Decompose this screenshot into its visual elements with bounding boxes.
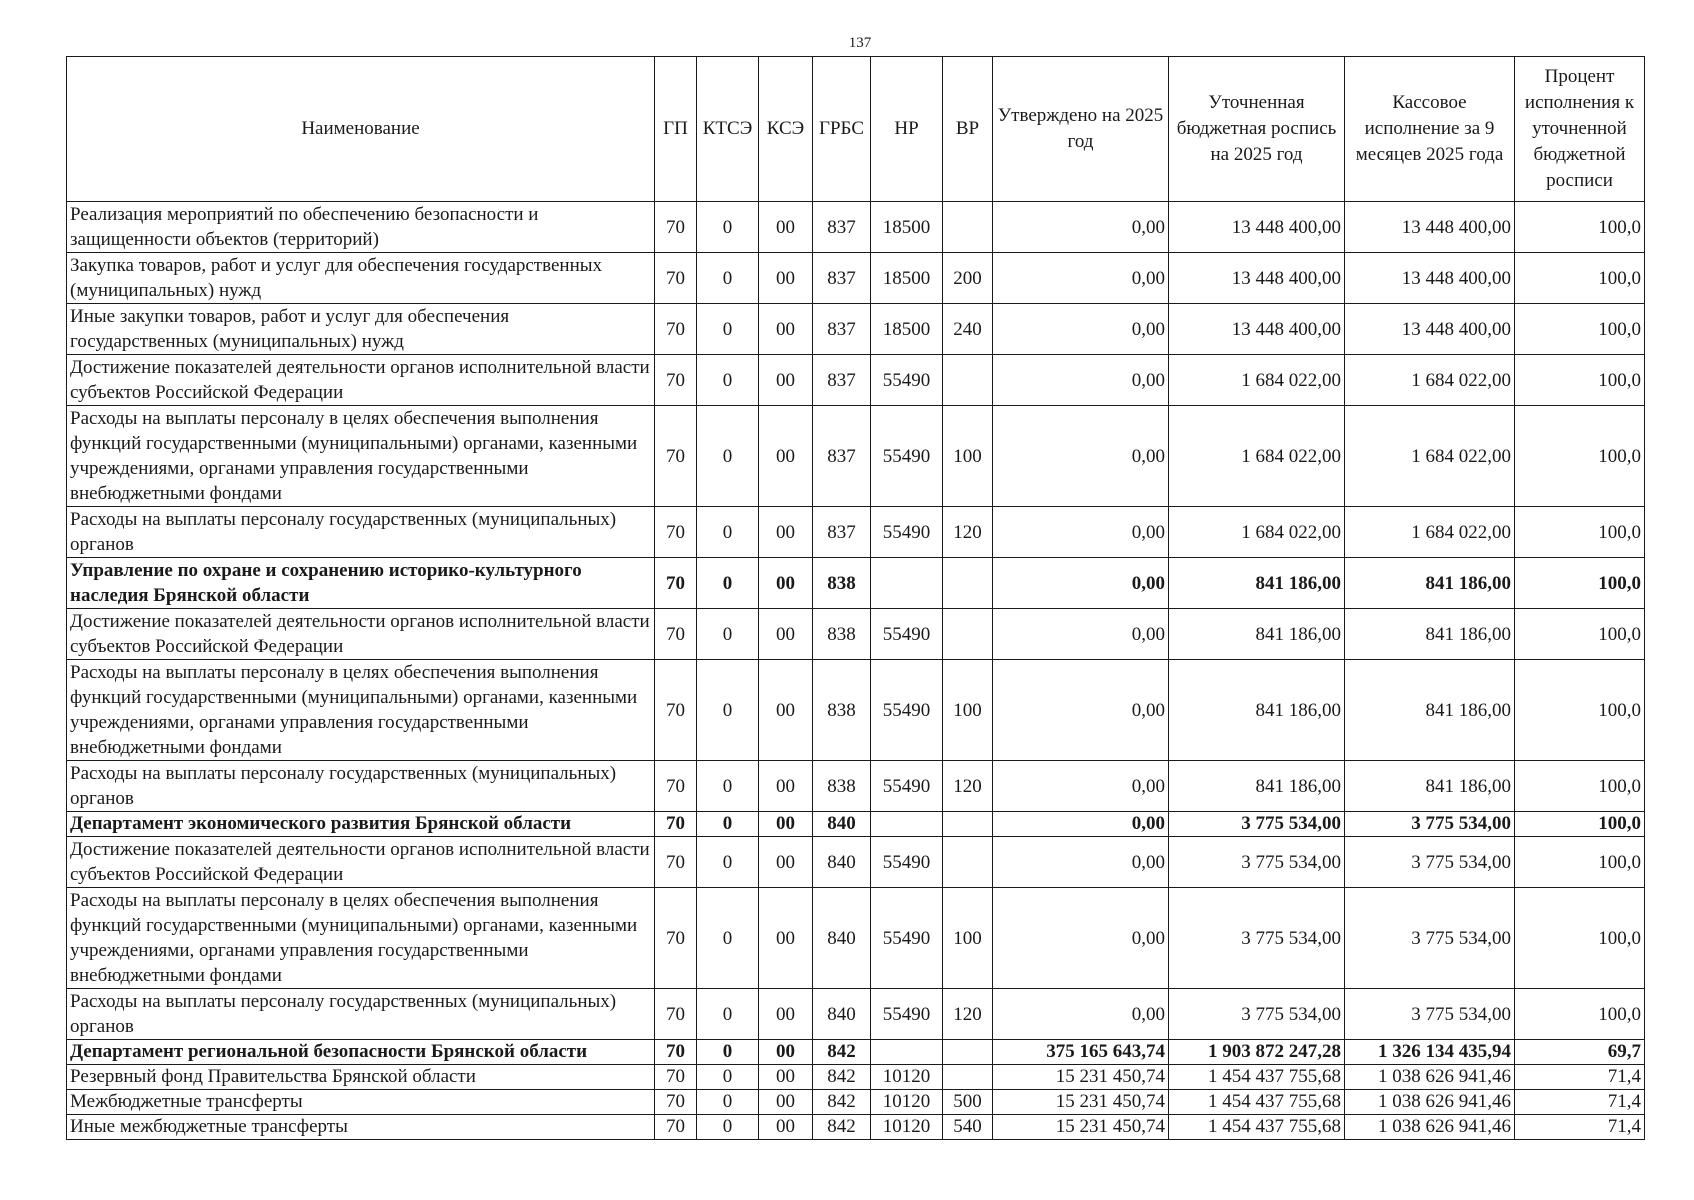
header-approved: Утверждено на 2025 год bbox=[993, 57, 1169, 202]
cell-grbs: 840 bbox=[813, 888, 871, 989]
cell-refined: 1 684 022,00 bbox=[1169, 507, 1345, 558]
cell-kse: 00 bbox=[759, 1065, 813, 1090]
cell-gp: 70 bbox=[655, 558, 697, 609]
cell-vr bbox=[943, 1065, 993, 1090]
cell-ktse: 0 bbox=[697, 507, 759, 558]
cell-percent: 71,4 bbox=[1515, 1090, 1645, 1115]
cell-approved: 0,00 bbox=[993, 355, 1169, 406]
cell-vr: 100 bbox=[943, 406, 993, 507]
cell-percent: 100,0 bbox=[1515, 812, 1645, 837]
cell-ktse: 0 bbox=[697, 1090, 759, 1115]
cell-nr: 18500 bbox=[871, 253, 943, 304]
cell-gp: 70 bbox=[655, 507, 697, 558]
cell-kse: 00 bbox=[759, 609, 813, 660]
cell-refined: 1 454 437 755,68 bbox=[1169, 1115, 1345, 1140]
cell-gp: 70 bbox=[655, 202, 697, 253]
cell-cash: 3 775 534,00 bbox=[1345, 837, 1515, 888]
cell-name: Иные межбюджетные трансферты bbox=[67, 1115, 655, 1140]
cell-approved: 0,00 bbox=[993, 989, 1169, 1040]
cell-vr: 100 bbox=[943, 660, 993, 761]
cell-gp: 70 bbox=[655, 1065, 697, 1090]
cell-kse: 00 bbox=[759, 888, 813, 989]
cell-grbs: 842 bbox=[813, 1065, 871, 1090]
cell-cash: 1 038 626 941,46 bbox=[1345, 1090, 1515, 1115]
cell-vr: 100 bbox=[943, 888, 993, 989]
cell-kse: 00 bbox=[759, 1115, 813, 1140]
cell-name: Департамент экономического развития Брянской области bbox=[67, 812, 655, 837]
table-row bbox=[67, 558, 1645, 609]
cell-name: Иные закупки товаров, работ и услуг для обеспечения государственных (муниципальных) нужд bbox=[67, 304, 655, 355]
cell-gp: 70 bbox=[655, 660, 697, 761]
cell-cash: 3 775 534,00 bbox=[1345, 812, 1515, 837]
cell-gp: 70 bbox=[655, 253, 697, 304]
cell-grbs: 838 bbox=[813, 761, 871, 812]
cell-percent: 100,0 bbox=[1515, 888, 1645, 989]
cell-approved: 0,00 bbox=[993, 202, 1169, 253]
cell-cash: 1 684 022,00 bbox=[1345, 507, 1515, 558]
cell-nr: 55490 bbox=[871, 609, 943, 660]
header-refined: Уточненная бюджетная роспись на 2025 год bbox=[1169, 57, 1345, 202]
cell-ktse: 0 bbox=[697, 888, 759, 989]
cell-refined: 3 775 534,00 bbox=[1169, 989, 1345, 1040]
cell-percent: 71,4 bbox=[1515, 1065, 1645, 1090]
cell-ktse: 0 bbox=[697, 1115, 759, 1140]
cell-vr bbox=[943, 609, 993, 660]
cell-ktse: 0 bbox=[697, 202, 759, 253]
cell-gp: 70 bbox=[655, 1040, 697, 1065]
cell-kse: 00 bbox=[759, 507, 813, 558]
cell-refined: 841 186,00 bbox=[1169, 558, 1345, 609]
table-row bbox=[67, 812, 1645, 837]
cell-refined: 1 454 437 755,68 bbox=[1169, 1065, 1345, 1090]
cell-refined: 841 186,00 bbox=[1169, 660, 1345, 761]
cell-kse: 00 bbox=[759, 355, 813, 406]
cell-vr bbox=[943, 1040, 993, 1065]
cell-percent: 100,0 bbox=[1515, 355, 1645, 406]
cell-cash: 841 186,00 bbox=[1345, 660, 1515, 761]
cell-name: Достижение показателей деятельности органов исполнительной власти субъектов Российской Федерации bbox=[67, 355, 655, 406]
cell-approved: 0,00 bbox=[993, 837, 1169, 888]
cell-vr: 120 bbox=[943, 989, 993, 1040]
table-row bbox=[67, 507, 1645, 558]
cell-ktse: 0 bbox=[697, 1040, 759, 1065]
cell-refined: 1 684 022,00 bbox=[1169, 406, 1345, 507]
cell-ktse: 0 bbox=[697, 761, 759, 812]
table-row bbox=[67, 1115, 1645, 1140]
cell-vr bbox=[943, 355, 993, 406]
cell-cash: 1 684 022,00 bbox=[1345, 355, 1515, 406]
cell-grbs: 842 bbox=[813, 1040, 871, 1065]
cell-ktse: 0 bbox=[697, 1065, 759, 1090]
cell-approved: 0,00 bbox=[993, 558, 1169, 609]
cell-kse: 00 bbox=[759, 406, 813, 507]
cell-name: Достижение показателей деятельности органов исполнительной власти субъектов Российской Федерации bbox=[67, 609, 655, 660]
cell-approved: 0,00 bbox=[993, 888, 1169, 989]
cell-name: Управление по охране и сохранению историко-культурного наследия Брянской области bbox=[67, 558, 655, 609]
cell-approved: 0,00 bbox=[993, 812, 1169, 837]
table-row bbox=[67, 355, 1645, 406]
cell-ktse: 0 bbox=[697, 406, 759, 507]
cell-ktse: 0 bbox=[697, 609, 759, 660]
table-row bbox=[67, 888, 1645, 989]
cell-vr: 500 bbox=[943, 1090, 993, 1115]
cell-kse: 00 bbox=[759, 558, 813, 609]
cell-cash: 841 186,00 bbox=[1345, 609, 1515, 660]
cell-nr: 55490 bbox=[871, 507, 943, 558]
cell-ktse: 0 bbox=[697, 812, 759, 837]
cell-cash: 13 448 400,00 bbox=[1345, 253, 1515, 304]
cell-name: Реализация мероприятий по обеспечению безопасности и защищенности объектов (территорий) bbox=[67, 202, 655, 253]
cell-grbs: 837 bbox=[813, 507, 871, 558]
cell-refined: 1 454 437 755,68 bbox=[1169, 1090, 1345, 1115]
cell-gp: 70 bbox=[655, 1090, 697, 1115]
cell-approved: 15 231 450,74 bbox=[993, 1115, 1169, 1140]
cell-ktse: 0 bbox=[697, 558, 759, 609]
cell-vr: 200 bbox=[943, 253, 993, 304]
cell-grbs: 840 bbox=[813, 812, 871, 837]
cell-refined: 1 903 872 247,28 bbox=[1169, 1040, 1345, 1065]
cell-percent: 100,0 bbox=[1515, 507, 1645, 558]
cell-approved: 0,00 bbox=[993, 304, 1169, 355]
cell-vr: 120 bbox=[943, 507, 993, 558]
cell-percent: 69,7 bbox=[1515, 1040, 1645, 1065]
budget-table bbox=[66, 56, 1645, 1140]
cell-name: Расходы на выплаты персоналу государственных (муниципальных) органов bbox=[67, 507, 655, 558]
table-row bbox=[67, 989, 1645, 1040]
cell-nr: 18500 bbox=[871, 202, 943, 253]
cell-gp: 70 bbox=[655, 406, 697, 507]
cell-refined: 841 186,00 bbox=[1169, 609, 1345, 660]
cell-percent: 100,0 bbox=[1515, 406, 1645, 507]
cell-refined: 3 775 534,00 bbox=[1169, 812, 1345, 837]
cell-kse: 00 bbox=[759, 837, 813, 888]
cell-cash: 3 775 534,00 bbox=[1345, 989, 1515, 1040]
cell-grbs: 837 bbox=[813, 355, 871, 406]
cell-cash: 1 038 626 941,46 bbox=[1345, 1065, 1515, 1090]
cell-cash: 1 684 022,00 bbox=[1345, 406, 1515, 507]
cell-grbs: 837 bbox=[813, 253, 871, 304]
cell-ktse: 0 bbox=[697, 989, 759, 1040]
cell-name: Закупка товаров, работ и услуг для обеспечения государственных (муниципальных) нужд bbox=[67, 253, 655, 304]
header-ktse: КТСЭ bbox=[697, 57, 759, 202]
cell-nr: 10120 bbox=[871, 1090, 943, 1115]
cell-refined: 3 775 534,00 bbox=[1169, 837, 1345, 888]
cell-grbs: 840 bbox=[813, 837, 871, 888]
cell-cash: 841 186,00 bbox=[1345, 761, 1515, 812]
cell-vr bbox=[943, 812, 993, 837]
cell-cash: 1 038 626 941,46 bbox=[1345, 1115, 1515, 1140]
cell-refined: 3 775 534,00 bbox=[1169, 888, 1345, 989]
cell-name: Расходы на выплаты персоналу государственных (муниципальных) органов bbox=[67, 761, 655, 812]
cell-nr: 55490 bbox=[871, 761, 943, 812]
cell-cash: 841 186,00 bbox=[1345, 558, 1515, 609]
table-row bbox=[67, 253, 1645, 304]
cell-refined: 13 448 400,00 bbox=[1169, 304, 1345, 355]
cell-approved: 15 231 450,74 bbox=[993, 1065, 1169, 1090]
cell-ktse: 0 bbox=[697, 253, 759, 304]
cell-refined: 13 448 400,00 bbox=[1169, 253, 1345, 304]
cell-ktse: 0 bbox=[697, 304, 759, 355]
cell-name: Межбюджетные трансферты bbox=[67, 1090, 655, 1115]
cell-nr: 55490 bbox=[871, 837, 943, 888]
header-gp: ГП bbox=[655, 57, 697, 202]
table-row bbox=[67, 1090, 1645, 1115]
header-name: Наименование bbox=[67, 57, 655, 202]
cell-percent: 100,0 bbox=[1515, 761, 1645, 812]
cell-percent: 100,0 bbox=[1515, 837, 1645, 888]
cell-percent: 100,0 bbox=[1515, 609, 1645, 660]
header-nr: НР bbox=[871, 57, 943, 202]
cell-percent: 100,0 bbox=[1515, 253, 1645, 304]
header-row bbox=[67, 57, 1645, 202]
table-row bbox=[67, 1040, 1645, 1065]
cell-grbs: 838 bbox=[813, 558, 871, 609]
cell-kse: 00 bbox=[759, 202, 813, 253]
cell-grbs: 837 bbox=[813, 304, 871, 355]
cell-gp: 70 bbox=[655, 837, 697, 888]
header-cash: Кассовое исполнение за 9 месяцев 2025 года bbox=[1345, 57, 1515, 202]
cell-name: Расходы на выплаты персоналу в целях обеспечения выполнения функций государственными (муниципальными) органами, казенными учреждениями, органами управления государственными внебюджетными фондами bbox=[67, 660, 655, 761]
cell-nr: 55490 bbox=[871, 660, 943, 761]
cell-vr: 120 bbox=[943, 761, 993, 812]
cell-kse: 00 bbox=[759, 989, 813, 1040]
cell-nr: 55490 bbox=[871, 406, 943, 507]
cell-name: Расходы на выплаты персоналу в целях обеспечения выполнения функций государственными (муниципальными) органами, казенными учреждениями, органами управления государственными внебюджетными фондами bbox=[67, 406, 655, 507]
cell-approved: 0,00 bbox=[993, 609, 1169, 660]
cell-ktse: 0 bbox=[697, 837, 759, 888]
cell-nr bbox=[871, 812, 943, 837]
cell-nr: 55490 bbox=[871, 888, 943, 989]
cell-gp: 70 bbox=[655, 304, 697, 355]
header-percent: Процент исполнения к уточненной бюджетной росписи bbox=[1515, 57, 1645, 202]
cell-percent: 100,0 bbox=[1515, 304, 1645, 355]
cell-kse: 00 bbox=[759, 253, 813, 304]
cell-grbs: 842 bbox=[813, 1115, 871, 1140]
cell-approved: 0,00 bbox=[993, 761, 1169, 812]
cell-cash: 1 326 134 435,94 bbox=[1345, 1040, 1515, 1065]
cell-name: Резервный фонд Правительства Брянской области bbox=[67, 1065, 655, 1090]
cell-nr: 10120 bbox=[871, 1065, 943, 1090]
cell-name: Расходы на выплаты персоналу государственных (муниципальных) органов bbox=[67, 989, 655, 1040]
cell-refined: 13 448 400,00 bbox=[1169, 202, 1345, 253]
cell-refined: 1 684 022,00 bbox=[1169, 355, 1345, 406]
header-kse: КСЭ bbox=[759, 57, 813, 202]
table-row bbox=[67, 609, 1645, 660]
cell-nr bbox=[871, 1040, 943, 1065]
cell-approved: 0,00 bbox=[993, 507, 1169, 558]
header-grbs: ГРБС bbox=[813, 57, 871, 202]
cell-cash: 3 775 534,00 bbox=[1345, 888, 1515, 989]
cell-kse: 00 bbox=[759, 1040, 813, 1065]
cell-nr bbox=[871, 558, 943, 609]
cell-approved: 0,00 bbox=[993, 406, 1169, 507]
cell-approved: 0,00 bbox=[993, 253, 1169, 304]
cell-ktse: 0 bbox=[697, 355, 759, 406]
cell-cash: 13 448 400,00 bbox=[1345, 202, 1515, 253]
table-row bbox=[67, 304, 1645, 355]
table-row bbox=[67, 837, 1645, 888]
cell-nr: 55490 bbox=[871, 355, 943, 406]
table-body bbox=[67, 202, 1645, 1140]
cell-approved: 375 165 643,74 bbox=[993, 1040, 1169, 1065]
cell-vr bbox=[943, 558, 993, 609]
page-number: 137 bbox=[848, 35, 872, 51]
cell-nr: 55490 bbox=[871, 989, 943, 1040]
cell-name: Расходы на выплаты персоналу в целях обеспечения выполнения функций государственными (муниципальными) органами, казенными учреждениями, органами управления государственными внебюджетными фондами bbox=[67, 888, 655, 989]
table-row bbox=[67, 1065, 1645, 1090]
cell-grbs: 838 bbox=[813, 660, 871, 761]
cell-percent: 100,0 bbox=[1515, 558, 1645, 609]
cell-approved: 15 231 450,74 bbox=[993, 1090, 1169, 1115]
cell-kse: 00 bbox=[759, 304, 813, 355]
cell-nr: 10120 bbox=[871, 1115, 943, 1140]
cell-nr: 18500 bbox=[871, 304, 943, 355]
table-row bbox=[67, 202, 1645, 253]
cell-kse: 00 bbox=[759, 660, 813, 761]
cell-percent: 100,0 bbox=[1515, 660, 1645, 761]
cell-vr: 240 bbox=[943, 304, 993, 355]
cell-ktse: 0 bbox=[697, 660, 759, 761]
cell-grbs: 840 bbox=[813, 989, 871, 1040]
cell-percent: 71,4 bbox=[1515, 1115, 1645, 1140]
cell-grbs: 838 bbox=[813, 609, 871, 660]
cell-gp: 70 bbox=[655, 355, 697, 406]
table-row bbox=[67, 761, 1645, 812]
cell-cash: 13 448 400,00 bbox=[1345, 304, 1515, 355]
cell-vr bbox=[943, 202, 993, 253]
cell-gp: 70 bbox=[655, 761, 697, 812]
cell-grbs: 842 bbox=[813, 1090, 871, 1115]
cell-percent: 100,0 bbox=[1515, 202, 1645, 253]
table-row bbox=[67, 406, 1645, 507]
cell-grbs: 837 bbox=[813, 202, 871, 253]
cell-gp: 70 bbox=[655, 609, 697, 660]
cell-percent: 100,0 bbox=[1515, 989, 1645, 1040]
cell-approved: 0,00 bbox=[993, 660, 1169, 761]
cell-gp: 70 bbox=[655, 888, 697, 989]
table-row bbox=[67, 660, 1645, 761]
cell-kse: 00 bbox=[759, 1090, 813, 1115]
cell-refined: 841 186,00 bbox=[1169, 761, 1345, 812]
cell-name: Департамент региональной безопасности Брянской области bbox=[67, 1040, 655, 1065]
cell-vr: 540 bbox=[943, 1115, 993, 1140]
cell-gp: 70 bbox=[655, 1115, 697, 1140]
cell-grbs: 837 bbox=[813, 406, 871, 507]
cell-kse: 00 bbox=[759, 812, 813, 837]
cell-gp: 70 bbox=[655, 989, 697, 1040]
cell-vr bbox=[943, 837, 993, 888]
cell-gp: 70 bbox=[655, 812, 697, 837]
cell-kse: 00 bbox=[759, 761, 813, 812]
cell-name: Достижение показателей деятельности органов исполнительной власти субъектов Российской Федерации bbox=[67, 837, 655, 888]
header-vr: ВР bbox=[943, 57, 993, 202]
